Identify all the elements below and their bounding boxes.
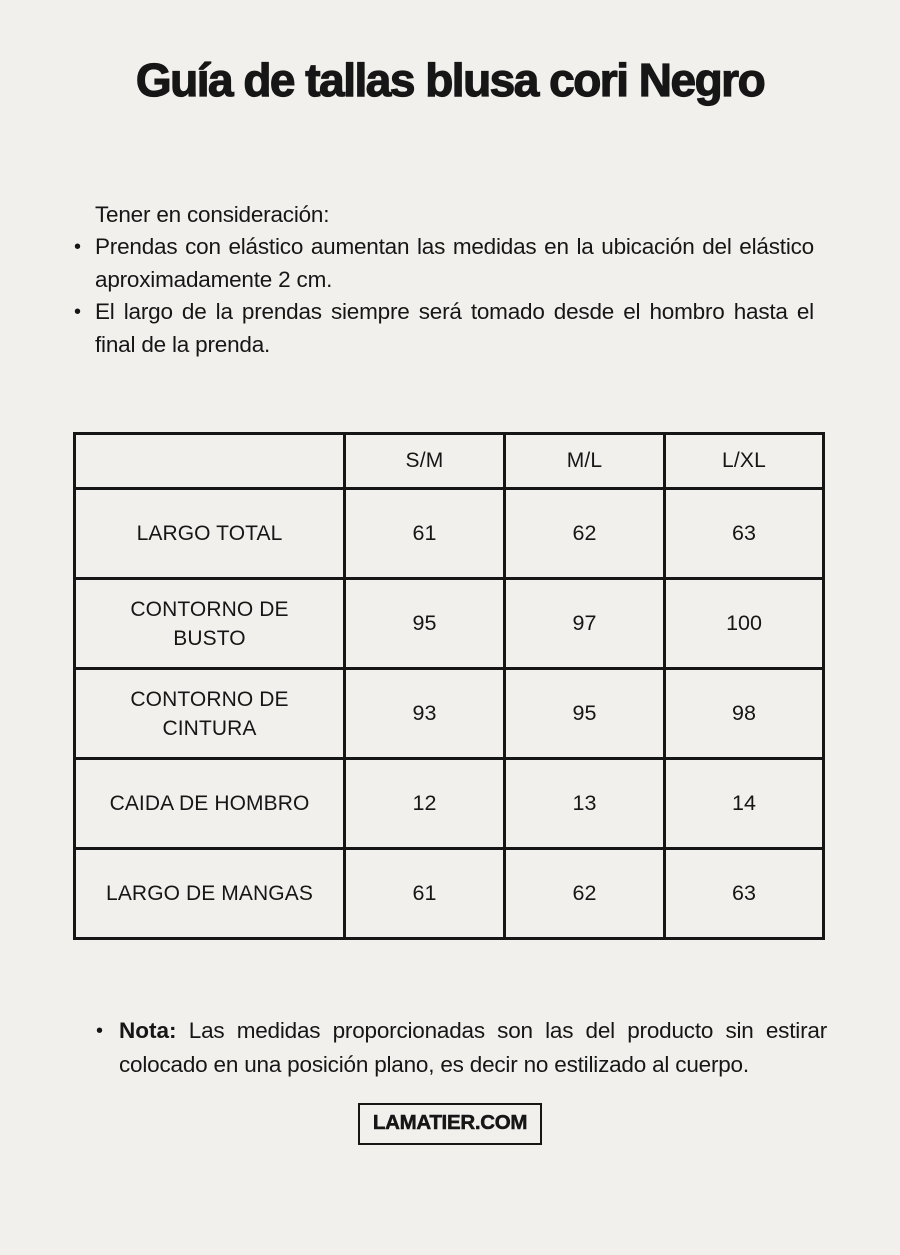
size-column-header-lxl: L/XL [665, 434, 824, 489]
note-text: Las medidas proporcionadas son las del producto sin estirar colocado en una posición plano, es decir no estilizado al cuerpo. [119, 1018, 827, 1078]
measurement-label [75, 489, 345, 579]
measurement-value: 97 [505, 579, 665, 669]
measurement-value: 63 [665, 489, 824, 579]
measurement-value: 61 [345, 489, 505, 579]
table-row-contorno-busto [75, 579, 824, 669]
size-table-header-row [75, 434, 824, 489]
measurement-label [75, 579, 345, 669]
measurement-label-text: CAIDA DE HOMBRO [109, 792, 310, 816]
measurement-value: 62 [505, 489, 665, 579]
measurement-value: 95 [505, 669, 665, 759]
measurement-value: 100 [665, 579, 824, 669]
measurement-value: 13 [505, 759, 665, 849]
size-guide-page [0, 55, 900, 1145]
measurement-value: 61 [345, 849, 505, 939]
measurement-value: 93 [345, 669, 505, 759]
brand-badge [358, 1103, 542, 1145]
bullet-icon: • [96, 1020, 103, 1043]
bullet-icon: • [74, 236, 81, 259]
measurement-value: 95 [345, 579, 505, 669]
consideration-text: El largo de la prendas siempre será tomado desde el hombro hasta el final de la prenda. [95, 299, 814, 357]
note-section [96, 1014, 827, 1082]
list-item [74, 296, 814, 361]
measurement-label [75, 849, 345, 939]
list-item [74, 231, 814, 296]
note-paragraph [119, 1014, 827, 1082]
measurement-label-text: LARGO TOTAL [136, 522, 283, 546]
page-title: Guía de tallas blusa cori Negro [135, 54, 765, 106]
table-row-contorno-cintura [75, 669, 824, 759]
brand-badge-text: LAMATIER.COM [372, 1111, 528, 1135]
measurement-label-text: CONTORNO DE BUSTO [130, 597, 289, 650]
measurement-label-text: CONTORNO DE CINTURA [130, 687, 289, 740]
consideration-text: Prendas con elástico aumentan las medidas en la ubicación del elástico aproximadamente 2 cm. [95, 234, 814, 292]
table-row-largo-mangas [75, 849, 824, 939]
measurement-value: 98 [665, 669, 824, 759]
note-label: Nota: [119, 1018, 177, 1044]
size-column-header-sm: S/M [345, 434, 505, 489]
bullet-icon: • [74, 301, 81, 324]
considerations-list [74, 231, 814, 361]
measurement-label [75, 759, 345, 849]
measurement-label [75, 669, 345, 759]
considerations-section [74, 199, 814, 362]
size-column-header-ml: M/L [505, 434, 665, 489]
measurement-value: 14 [665, 759, 824, 849]
measurement-label-text: LARGO DE MANGAS [106, 882, 313, 906]
table-row-largo-total [75, 489, 824, 579]
size-table [73, 432, 825, 940]
measurement-value: 63 [665, 849, 824, 939]
measurement-value: 62 [505, 849, 665, 939]
size-table-corner-cell [75, 434, 345, 489]
table-row-caida-hombro [75, 759, 824, 849]
measurement-value: 12 [345, 759, 505, 849]
considerations-heading: Tener en consideración: [95, 201, 330, 227]
